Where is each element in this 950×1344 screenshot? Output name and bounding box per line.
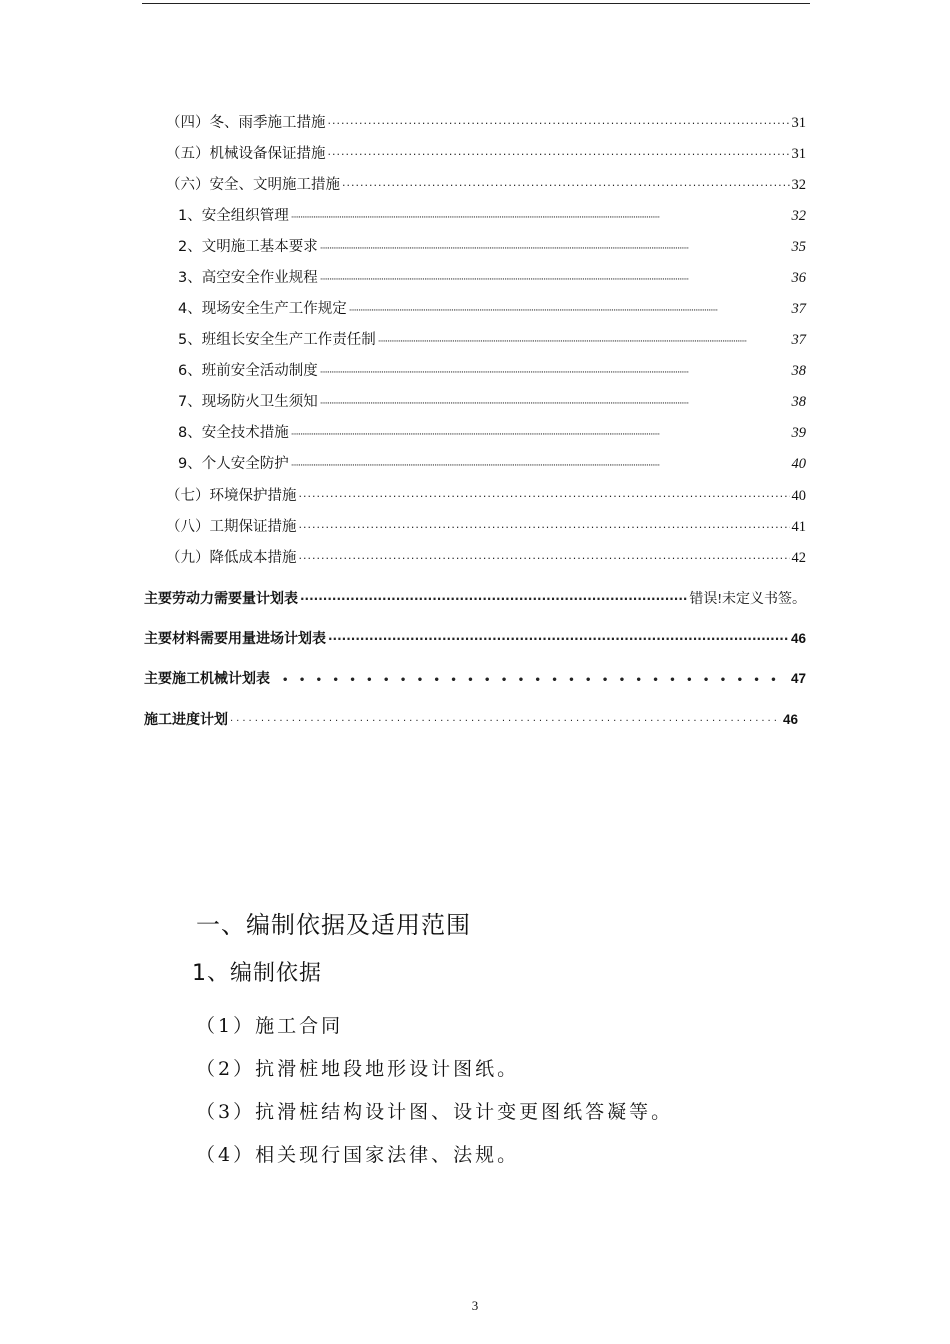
toc-entry-label: 3、高空安全作业规程: [178, 270, 318, 286]
toc-entry[interactable]: [178, 390, 806, 411]
toc-entry-page: 41: [791, 519, 806, 535]
toc-entry-page: 31: [791, 146, 806, 162]
toc-entry[interactable]: [144, 709, 798, 729]
toc-entry-page: 32: [791, 208, 806, 224]
toc-entry-page: 40: [791, 456, 806, 472]
toc-entry[interactable]: [178, 328, 806, 349]
toc-leader: [328, 143, 790, 162]
toc-leader: [299, 485, 790, 504]
toc-entry-page: 46: [782, 712, 798, 727]
basis-item: （1）施工合同: [196, 1015, 344, 1037]
toc-leader: [230, 709, 781, 728]
toc-entry[interactable]: [178, 452, 806, 473]
subsection-heading: 1、编制依据: [192, 961, 322, 986]
toc-entry-label: 主要施工机械计划表: [144, 671, 270, 687]
toc-entry-label: 主要材料需要用量进场计划表: [144, 631, 326, 647]
toc-entry-label: （五）机械设备保证措施: [166, 146, 326, 162]
toc-leader: [320, 236, 790, 255]
toc-entry-label: （七）环境保护措施: [166, 488, 297, 504]
toc-entry-page: 36: [791, 270, 806, 286]
toc-entry[interactable]: [144, 628, 806, 648]
toc-leader: [282, 668, 777, 687]
toc-entry-label: （四）冬、雨季施工措施: [166, 115, 326, 131]
toc-entry[interactable]: [178, 421, 806, 442]
toc-leader: [320, 267, 790, 286]
toc-leader: [300, 588, 687, 607]
toc-entry[interactable]: [166, 484, 806, 505]
toc-entry-label: 主要劳动力需要量计划表: [144, 591, 298, 607]
toc-leader: [291, 205, 790, 224]
toc-entry-page: 47: [790, 671, 806, 686]
toc-entry-label: （六）安全、文明施工措施: [166, 177, 340, 193]
toc-entry[interactable]: [166, 173, 806, 194]
toc-entry[interactable]: [166, 142, 806, 163]
toc-leader: [378, 329, 790, 348]
toc-entry-label: 8、安全技术措施: [178, 425, 289, 441]
toc-leader: [299, 516, 790, 535]
toc-entry-page: 错误!未定义书签。: [689, 592, 806, 607]
toc-entry[interactable]: [178, 297, 806, 318]
toc-entry[interactable]: [178, 235, 806, 256]
toc-entry-page: 37: [791, 332, 806, 348]
toc-entry[interactable]: [178, 266, 806, 287]
toc-entry-label: （九）降低成本措施: [166, 550, 297, 566]
toc-entry-label: 9、个人安全防护: [178, 456, 289, 472]
toc-entry-label: 施工进度计划: [144, 712, 228, 728]
toc-leader: [328, 628, 789, 647]
basis-item: （3）抗滑桩结构设计图、设计变更图纸答凝等。: [196, 1101, 674, 1123]
basis-item: （4）相关现行国家法律、法规。: [196, 1144, 520, 1166]
toc-leader: [349, 298, 790, 317]
toc-entry-page: 35: [791, 239, 806, 255]
toc-leader: [320, 391, 790, 410]
toc-entry[interactable]: [166, 111, 806, 132]
section-heading: 一、编制依据及适用范围: [196, 911, 471, 939]
toc-leader: [291, 422, 790, 441]
toc-entry-page: 38: [791, 363, 806, 379]
basis-item: （2）抗滑桩地段地形设计图纸。: [196, 1058, 520, 1080]
header-rule: [142, 3, 810, 4]
toc-entry-label: 5、班组长安全生产工作责任制: [178, 332, 376, 348]
toc-entry-label: 6、班前安全活动制度: [178, 363, 318, 379]
toc-entry-page: 42: [791, 550, 806, 566]
toc-entry-page: 40: [791, 488, 806, 504]
toc-entry[interactable]: [144, 668, 806, 688]
page-number: 3: [471, 1298, 479, 1313]
toc-entry-page: 31: [791, 115, 806, 131]
toc-entry-page: 32: [791, 177, 806, 193]
toc-entry[interactable]: [166, 515, 806, 536]
toc-entry-label: 1、安全组织管理: [178, 208, 289, 224]
toc-entry[interactable]: [178, 359, 806, 380]
toc-entry-label: 7、现场防火卫生须知: [178, 394, 318, 410]
toc-leader: [342, 174, 790, 193]
toc-entry-label: （八）工期保证措施: [166, 519, 297, 535]
toc-entry[interactable]: [178, 204, 806, 225]
toc-leader: [320, 360, 790, 379]
toc-entry[interactable]: [166, 546, 806, 567]
toc-entry-label: 2、文明施工基本要求: [178, 239, 318, 255]
toc-entry[interactable]: [144, 588, 806, 608]
toc-entry-page: 46: [790, 631, 806, 646]
toc-entry-label: 4、现场安全生产工作规定: [178, 301, 347, 317]
toc-entry-page: 38: [791, 394, 806, 410]
toc-leader: [328, 112, 790, 131]
toc-entry-page: 37: [791, 301, 806, 317]
toc-leader: [299, 547, 790, 566]
toc-entry-page: 39: [791, 425, 806, 441]
toc-leader: [291, 453, 790, 472]
